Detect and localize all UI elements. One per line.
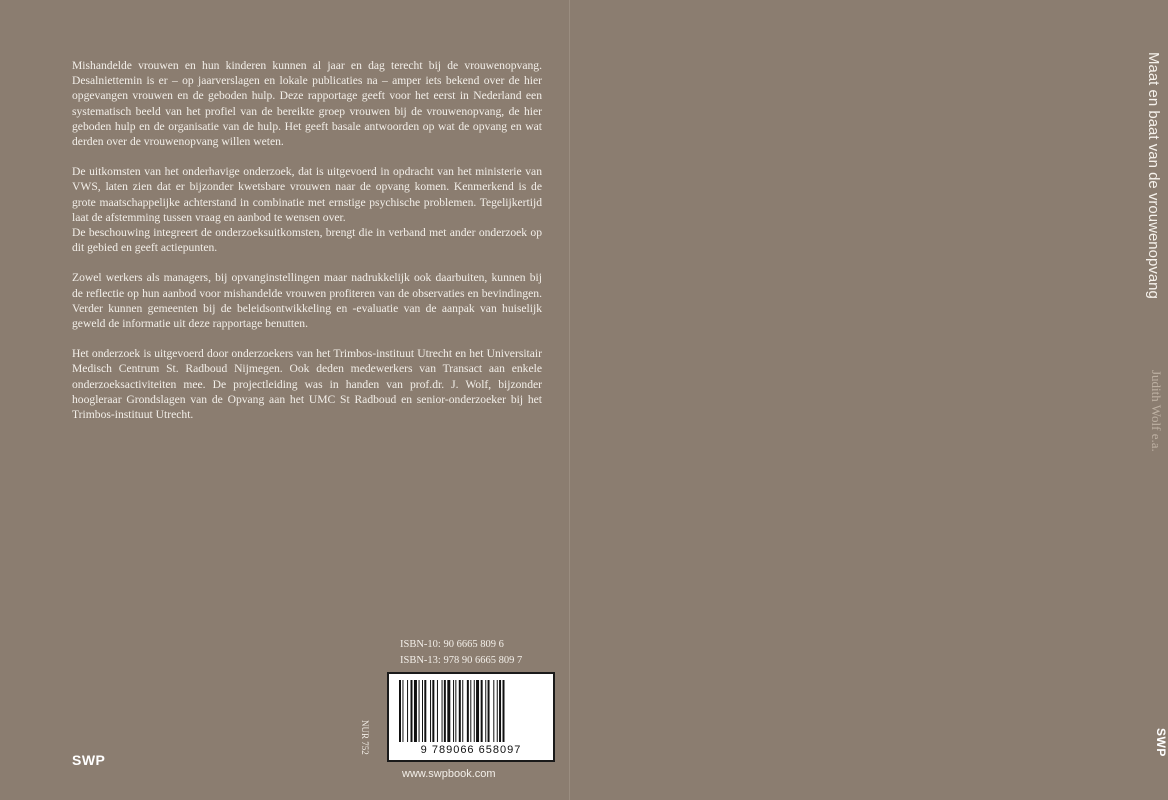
barcode-bar: [419, 680, 420, 742]
barcode-bar: [402, 680, 403, 742]
blurb-paragraph-1: Mishandelde vrouwen en hun kinderen kunnen al jaar en dag terecht bij de vrouwenopvang. Desalniettemin is er – op jaarverslagen en lokale publicaties na – amper iets bekend over de hier opgevangen vrouwen en de geboden hulp. Deze rapportage geeft voor het eerst in Nederland een systematisch beeld van het profiel van de bereikte groep vrouwen bij de vrouwenopvang, de hier geboden hulp en de organisatie van de hulp. Het geeft basale antwoorden op wat de opvang en wat derden over de vrouwenopvang willen weten.: [72, 59, 542, 149]
website-link[interactable]: www.swpbook.com: [402, 768, 496, 780]
barcode-digits: 9 789066 658097: [420, 744, 522, 756]
nur-code: NUR 752: [360, 720, 370, 755]
barcode-bars: [397, 680, 547, 742]
spine: [569, 0, 1168, 800]
barcode-bar: [476, 680, 479, 742]
swp-logo: SWP: [72, 752, 106, 768]
barcode-bar: [467, 680, 469, 742]
barcode-bar: [470, 680, 471, 742]
barcode-bar: [485, 680, 486, 742]
barcode-bar: [499, 680, 501, 742]
barcode-bar: [407, 680, 408, 742]
spine-author: Judith Wolf e.a.: [1149, 370, 1164, 452]
isbn-10: ISBN-10: 90 6665 809 6: [400, 639, 504, 650]
blurb-paragraph-2: De uitkomsten van het onderhavige onderzoek, dat is uitgevoerd in opdracht van het ministerie van VWS, laten zien dat er bijzonder kwetsbare vrouwen naar de opvang komen. Kenmerkend is de grote maatschappelijke achterstand in combinatie met ernstige psychische problemen. Tegelijkertijd laat de afstemming tussen vraag en aanbod te wensen over.: [72, 165, 542, 224]
barcode-bar: [399, 680, 401, 742]
barcode-bar: [474, 680, 475, 742]
barcode-bar: [414, 680, 417, 742]
barcode-bar: [503, 680, 505, 742]
barcode-bar: [453, 680, 454, 742]
barcode-bar: [459, 680, 461, 742]
barcode-bar: [481, 680, 483, 742]
barcode-bar: [462, 680, 463, 742]
barcode-bar: [444, 680, 446, 742]
blurb-paragraph-4: Zowel werkers als managers, bij opvanginstellingen maar nadrukkelijk ook daarbuiten, kunnen bij de reflectie op hun aanbod voor mishandelde vrouwen profiteren van de observaties en bevindingen. Verder kunnen gemeenten bij de beleidsontwikkeling en -evaluatie van de aanpak van huiselijk geweld de informatie uit deze rapportage benutten.: [72, 271, 542, 331]
spine-swp-logo: SWP: [1154, 728, 1168, 757]
barcode-bar: [424, 680, 426, 742]
barcode-bar: [437, 680, 438, 742]
barcode-bar: [422, 680, 423, 742]
barcode-bar: [455, 680, 456, 742]
barcode-bar: [488, 680, 490, 742]
barcode-bar: [411, 680, 413, 742]
isbn-13: ISBN-13: 978 90 6665 809 7: [400, 655, 523, 666]
barcode-bar: [442, 680, 443, 742]
back-cover: [0, 0, 569, 800]
barcode-bar: [430, 680, 431, 742]
barcode-bar: [493, 680, 494, 742]
barcode-bar: [497, 680, 498, 742]
barcode-bar: [432, 680, 434, 742]
blurb-text: [72, 58, 542, 437]
blurb-paragraph-3: De beschouwing integreert de onderzoeksuitkomsten, brengt die in verband met ander onderzoek op dit gebied en geeft actiepunten.: [72, 226, 542, 255]
spine-title: Maat en baat van de vrouwenopvang: [1145, 52, 1162, 299]
barcode: [387, 672, 555, 762]
barcode-bar: [447, 680, 450, 742]
blurb-paragraph-5: Het onderzoek is uitgevoerd door onderzoekers van het Trimbos-instituut Utrecht en het Universitair Medisch Centrum St. Radboud Nijmegen. Ook deden medewerkers van Transact aan enkele onderzoeksactiviteiten mee. De projectleiding was in handen van prof.dr. J. Wolf, bijzonder hoogleraar Grondslagen van de Opvang aan het UMC St Radboud en senior-onderzoeker bij het Trimbos-instituut Utrecht.: [72, 347, 542, 422]
